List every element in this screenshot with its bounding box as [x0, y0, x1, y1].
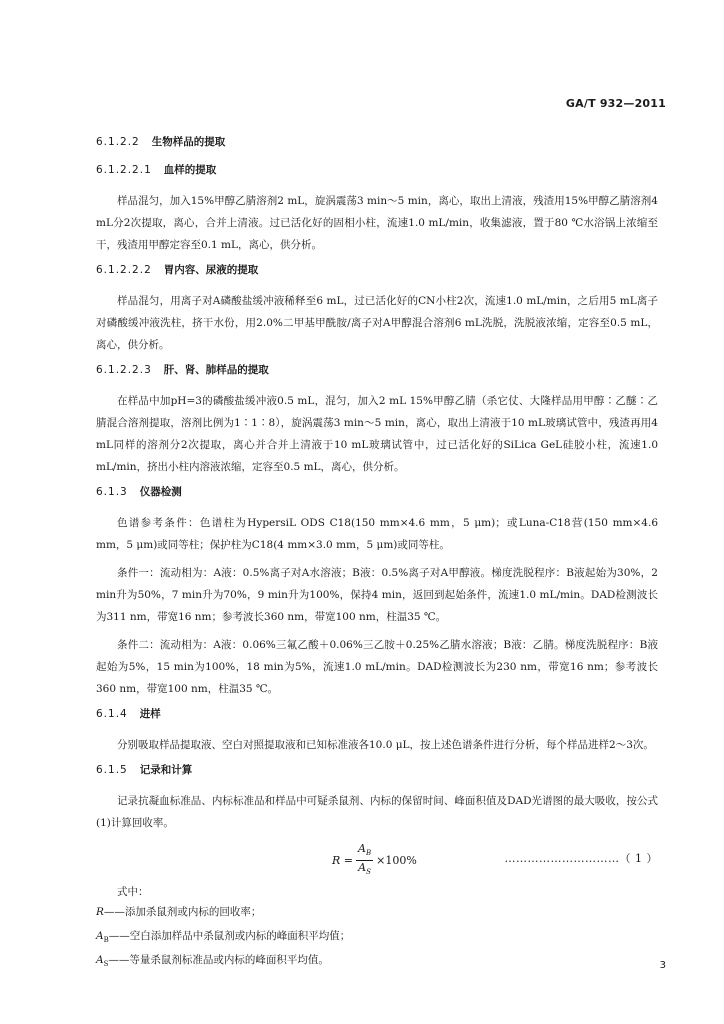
formula-lhs: R =	[332, 854, 353, 868]
document-code: GA/T 932—2011	[565, 97, 666, 110]
definition-item: $A_B——$空白添加样品中杀鼠剂或内标的峰面积平均值；	[96, 930, 351, 945]
section-title: 肝、肾、肺样品的提取	[163, 364, 269, 376]
section-title: 记录和计算	[139, 764, 193, 776]
section-title: 血样的提取	[163, 164, 217, 176]
paragraph-condition-one: 条件一：流动相为：A液：0.5%离子对A水溶液；B液：0.5%离子对A甲醇液。梯度洗脱程序：B液起始为30%，2 min升为50%，7 min升为70%，9 min升为100%，保持4 min，返回到起始条件，流速1.0 mL/min。DAD检测波长为311 nm，带宽16 nm；参考波长360 nm，带宽100 nm，柱温35 ℃。	[96, 567, 658, 623]
formula-row	[96, 840, 658, 877]
where-label: 式中：	[117, 886, 149, 898]
paragraph-condition-two: 条件二：流动相为：A液：0.06%三氟乙酸＋0.06%三乙胺＋0.25%乙腈水溶液；B液：乙腈。梯度洗脱程序：B液起始为5%，15 min为100%，18 min为5%，流速1.0 mL/min。DAD检测波长为230 nm，带宽16 nm；参考波长360 nm，带宽100 nm，柱温35 ℃。	[96, 639, 658, 695]
section-title: 进样	[139, 708, 161, 720]
section-heading	[96, 484, 658, 499]
section-heading	[96, 762, 658, 777]
section-heading	[96, 262, 658, 277]
section-heading	[96, 134, 658, 149]
formula-rest: ×100%	[376, 854, 417, 868]
page-number: 3	[659, 960, 666, 971]
document-body	[96, 134, 658, 974]
section-heading	[96, 162, 658, 177]
formula-denominator: $A_S$	[358, 861, 371, 877]
section-number: 6.1.2.2	[96, 136, 140, 148]
paragraph-stomach: 样品混匀，用离子对A磷酸盐缓冲液稀释至6 mL，过已活化好的CN小柱2次，流速1.0 mL/min，之后用5 mL离子对磷酸缓冲液洗柱，挤干水份，用2.0%二甲基甲酰胺/离子对A甲醇混合溶剂6 mL洗脱，洗脱液浓缩，定容至0.5 mL，离心，供分析。	[96, 295, 658, 351]
section-heading	[96, 362, 658, 377]
definition-item: $A_S——$等量杀鼠剂标准品或内标的峰面积平均值。	[96, 954, 329, 969]
section-title: 胃内容、尿液的提取	[163, 264, 259, 276]
section-number: 6.1.2.2.1	[96, 164, 152, 176]
paragraph-instrument-conditions: 色谱参考条件：色谱柱为HypersiL ODS C18(150 mm×4.6 mm，5 μm)；或Luna-C18营(150 mm×4.6 mm，5 μm)或同等柱；保护柱为C18(4 mm×3.0 mm，5 μm)或同等柱。	[96, 517, 658, 551]
section-title: 生物样品的提取	[151, 136, 226, 148]
section-number: 6.1.2.2.2	[96, 264, 152, 276]
paragraph-organ: 在样品中加pH=3的磷酸盐缓冲液0.5 mL，混匀，加入2 mL 15%甲醇乙腈（杀它仗、大隆样品用甲醇∶乙醚∶乙腈混合溶剂提取，溶剂比例为1∶1∶8），旋涡震荡3 min～5 min，离心，取出上清液于10 mL玻璃试管中，残渣再用4 mL同样的溶剂分2次提取，离心并合并上清液于10 mL玻璃试管中，过已活化好的SiLica GeL硅胶小柱，流速1.0 mL/min，挤出小柱内溶液浓缩，定容至0.5 mL，离心，供分析。	[96, 395, 658, 473]
section-number: 6.1.4	[96, 708, 128, 720]
recovery-formula	[332, 842, 417, 879]
section-number: 6.1.5	[96, 764, 128, 776]
formula-fraction	[356, 842, 373, 879]
section-title: 仪器检测	[139, 486, 182, 498]
equation-number: …………………………（ 1 ）	[504, 852, 658, 865]
section-number: 6.1.3	[96, 486, 128, 498]
formula-numerator: $A_B$	[356, 842, 373, 861]
paragraph-blood: 样品混匀，加入15%甲醇乙腈溶剂2 mL，旋涡震荡3 min～5 min，离心，取出上清液，残渣用15%甲醇乙腈溶剂4 mL分2次提取，离心，合并上清液。过已活化好的固相小柱，流速1.0 mL/min，收集滤液，置于80 ℃水浴锅上浓缩至干，残渣用甲醇定容至0.1 mL，离心，供分析。	[96, 195, 658, 251]
paragraph-calculation: 记录抗凝血标准品、内标标准品和样品中可疑杀鼠剂、内标的保留时间、峰面积值及DAD光谱图的最大吸收，按公式(1)计算回收率。	[96, 795, 658, 829]
definition-item: R——添加杀鼠剂或内标的回收率；	[96, 906, 262, 918]
section-number: 6.1.2.2.3	[96, 364, 152, 376]
paragraph-injection: 分别吸取样品提取液、空白对照提取液和已知标准液各10.0 μL，按上述色谱条件进行分析，每个样品进样2～3次。	[117, 739, 654, 751]
section-heading	[96, 706, 658, 721]
